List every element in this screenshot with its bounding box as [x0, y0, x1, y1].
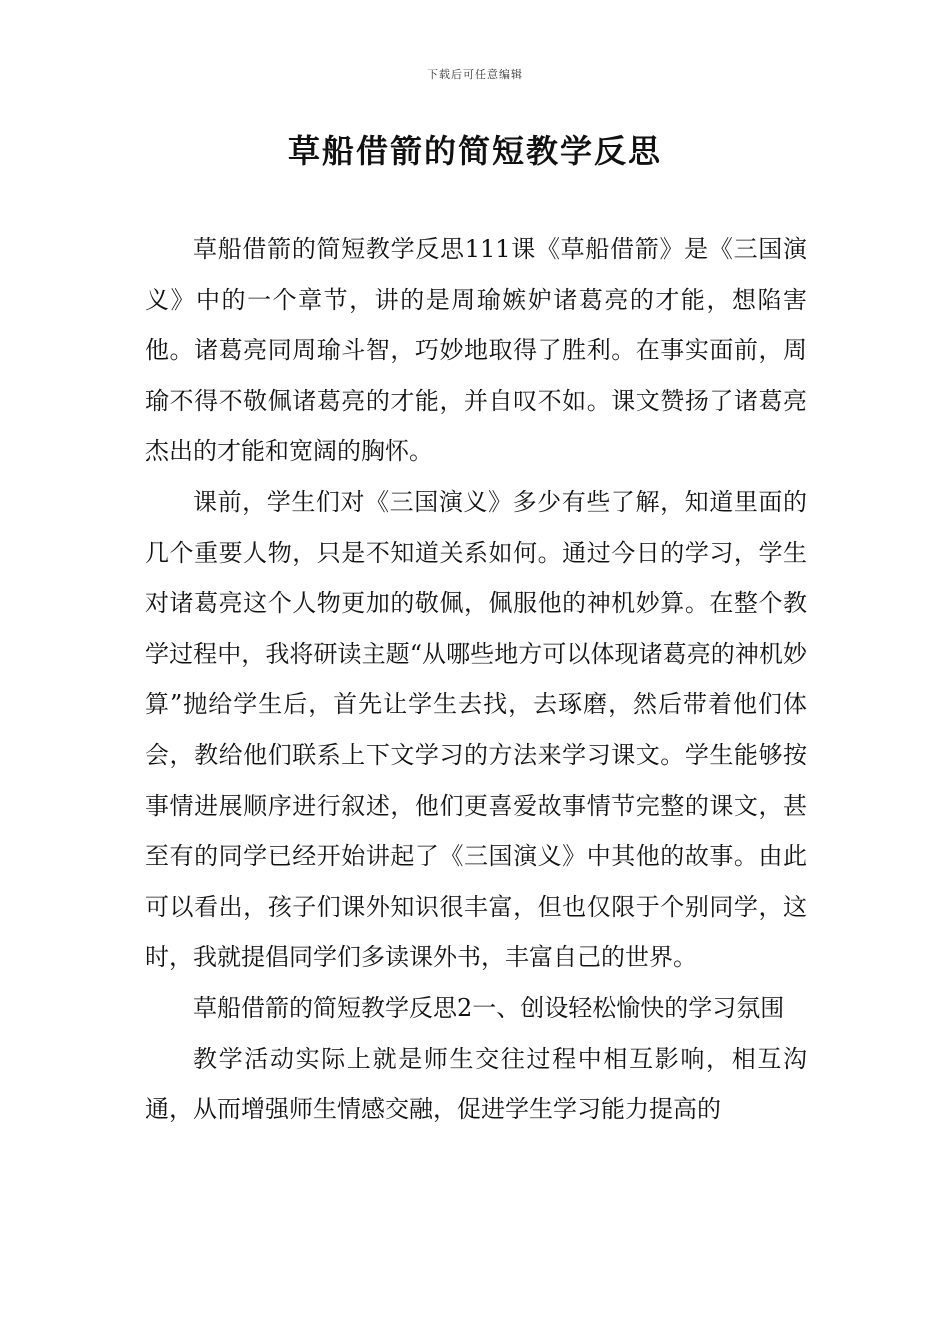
document-body	[145, 224, 807, 1135]
paragraph-4: 教学活动实际上就是师生交往过程中相互影响，相互沟通，从而增强师生情感交融，促进学生学习能力提高的	[145, 1044, 807, 1124]
header-note: 下载后可任意编辑	[427, 68, 523, 81]
paragraph-3: 草船借箭的简短教学反思2一、创设轻松愉快的学习氛围	[193, 993, 785, 1022]
document-title: 草船借箭的简短教学反思	[287, 132, 662, 170]
paragraph-1: 草船借箭的简短教学反思111课《草船借箭》是《三国演义》中的一个章节，讲的是周瑜嫉妒诸葛亮的才能，想陷害他。诸葛亮同周瑜斗智，巧妙地取得了胜利。在事实面前，周瑜不得不敬佩诸葛亮的才能，并自叹不如。课文赞扬了诸葛亮杰出的才能和宽阔的胸怀。	[145, 235, 807, 466]
paragraph-2: 课前，学生们对《三国演义》多少有些了解，知道里面的几个重要人物，只是不知道关系如何。通过今日的学习，学生对诸葛亮这个人物更加的敬佩，佩服他的神机妙算。在整个教学过程中，我将研读主题“从哪些地方可以体现诸葛亮的神机妙算”抛给学生后，首先让学生去找，去琢磨，然后带着他们体会，教给他们联系上下文学习的方法来学习课文。学生能够按事情进展顺序进行叙述，他们更喜爱故事情节完整的课文，甚至有的同学已经开始讲起了《三国演义》中其他的故事。由此可以看出，孩子们课外知识很丰富，但也仅限于个别同学，这时，我就提倡同学们多读课外书，丰富自己的世界。	[145, 487, 807, 972]
